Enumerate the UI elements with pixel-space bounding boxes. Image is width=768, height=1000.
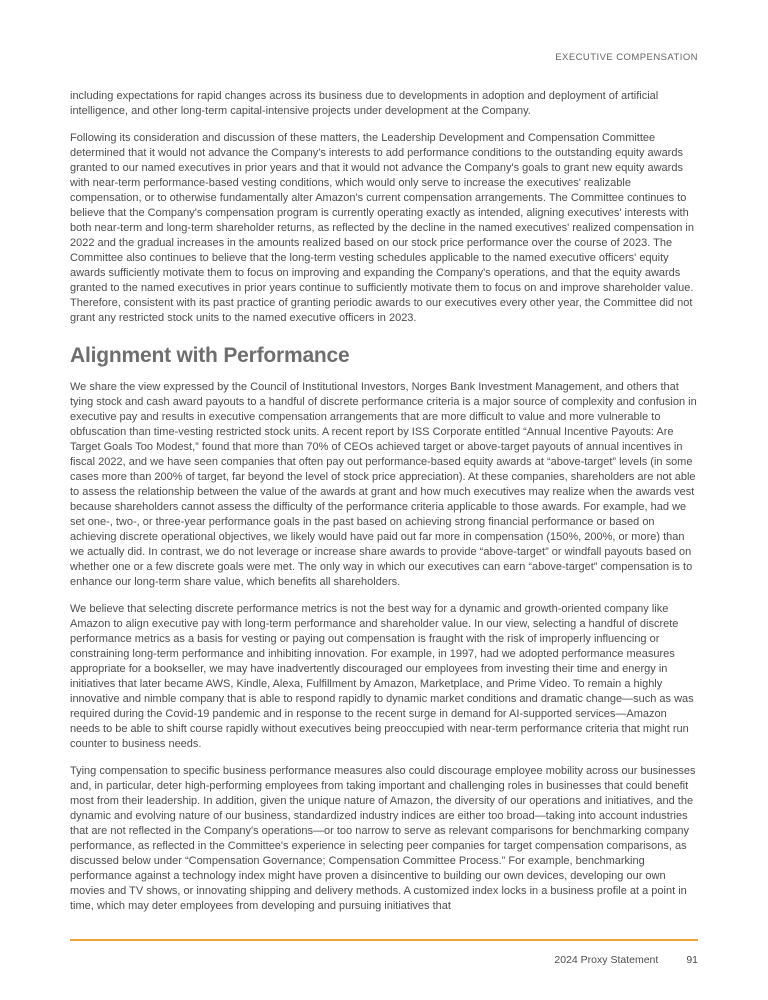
footer-divider bbox=[70, 939, 698, 942]
footer-label: 2024 Proxy Statement bbox=[554, 954, 659, 966]
running-header: EXECUTIVE COMPENSATION bbox=[555, 52, 698, 63]
section-heading: Alignment with Performance bbox=[70, 344, 350, 367]
paragraph: Following its consideration and discussion of these matters, the Leadership Development and Compensation Committee determined that it would not advance the Company's interests to add performance conditions to the outstanding equity awards granted to our named executives in prior years and that it would not advance the Company's goals to grant new equity awards with near-term performance-based vesting conditions, which would only serve to increase the executives' realizable compensation, or to otherwise fundamentally alter Amazon's current compensation arrangements. The Committee continues to believe that the Company's compensation program is currently operating exactly as intended, aligning executives' interests with both near-term and long-term shareholder returns, as reflected by the decline in the named executives' realized compensation in 2022 and the gradual increases in the amounts realized based on our stock price performance over the course of 2023. The Committee also continues to believe that the long-term vesting schedules applicable to the named executive officers' equity awards sufficiently motivate them to focus on improving and expanding the Company's operations, and that the equity awards granted to the named executives in prior years continue to sufficiently motivate them to focus on and improve shareholder value. Therefore, consistent with its past practice of granting periodic awards to our executives every other year, the Committee did not grant any restricted stock units to the named executive officers in 2023. bbox=[70, 132, 694, 324]
page-content bbox=[70, 89, 698, 926]
page-number: 91 bbox=[686, 954, 698, 966]
paragraph: Tying compensation to specific business performance measures also could discourage employee mobility across our businesses and, in particular, deter high-performing employees from taking important and challenging roles in businesses that could benefit most from their leadership. In addition, given the unique nature of Amazon, the diversity of our operations and initiatives, and the dynamic and evolving nature of our business, standardized industry indices are either too broad—taking into account industries that are not reflected in the Company's operations—or too narrow to serve as relevant comparisons for benchmarking company performance, as reflected in the Committee's experience in selecting peer companies for target compensation comparisons, as discussed below under “Compensation Governance; Compensation Committee Process.” For example, benchmarking performance against a technology index might have proven a disincentive to building our own devices, developing our own movies and TV shows, or innovating shipping and delivery methods. A customized index locks in a business profile at a point in time, which may deter employees from developing and pursuing initiatives that bbox=[70, 765, 696, 912]
page-footer bbox=[554, 954, 698, 966]
paragraph: We share the view expressed by the Council of Institutional Investors, Norges Bank Investment Management, and others that tying stock and cash award payouts to a handful of discrete performance criteria is a major source of complexity and confusion in executive pay and results in executive compensation arrangements that are more difficult to value and more vulnerable to obfuscation than time-vesting restricted stock units. A recent report by ISS Corporate entitled “Annual Incentive Payouts: Are Target Goals Too Modest,” found that more than 70% of CEOs achieved target or above-target payouts of annual incentives in fiscal 2022, and we have seen companies that often pay out performance-based equity awards at “above-target” levels (in some cases more than 200% of target, far beyond the level of stock price appreciation). At these companies, shareholders are not able to assess the relationship between the value of the awards at grant and how much executives may realize when the awards vest because shareholders cannot assess the difficulty of the performance criteria applicable to those awards. For example, had we set one-, two-, or three-year performance goals in the past based on achieving strong financial performance or based on achieving discrete operational objectives, we likely would have paid out far more in compensation (150%, 200%, or more) than we actually did. In contrast, we do not leverage or increase share awards to provide “above-target” or windfall payouts based on whether one or a few discrete goals were met. The only way in which our executives can earn “above-target” compensation is to enhance our long-term share value, which benefits all shareholders. bbox=[70, 381, 697, 588]
paragraph-continuation: including expectations for rapid changes across its business due to developments in adoption and deployment of artificial intelligence, and other long-term capital-intensive projects under development at the Company. bbox=[70, 90, 659, 117]
paragraph: We believe that selecting discrete performance metrics is not the best way for a dynamic and growth-oriented company like Amazon to align executive pay with long-term performance and shareholder value. In our view, selecting a handful of discrete performance metrics as a basis for vesting or paying out compensation is fraught with the risk of improperly influencing or constraining long-term performance and inhibiting innovation. For example, in 1997, had we adopted performance measures appropriate for a bookseller, we may have inadvertently discouraged our employees from investing their time and energy in initiatives that later became AWS, Kindle, Alexa, Fulfillment by Amazon, Marketplace, and Prime Video. To remain a highly innovative and nimble company that is able to respond rapidly to dynamic market conditions and dramatic change—such as was required during the Covid-19 pandemic and in response to the recent surge in demand for AI-supported services—Amazon needs to be able to shift course rapidly without executives being preoccupied with near-term performance criteria that might run counter to business needs. bbox=[70, 603, 694, 750]
